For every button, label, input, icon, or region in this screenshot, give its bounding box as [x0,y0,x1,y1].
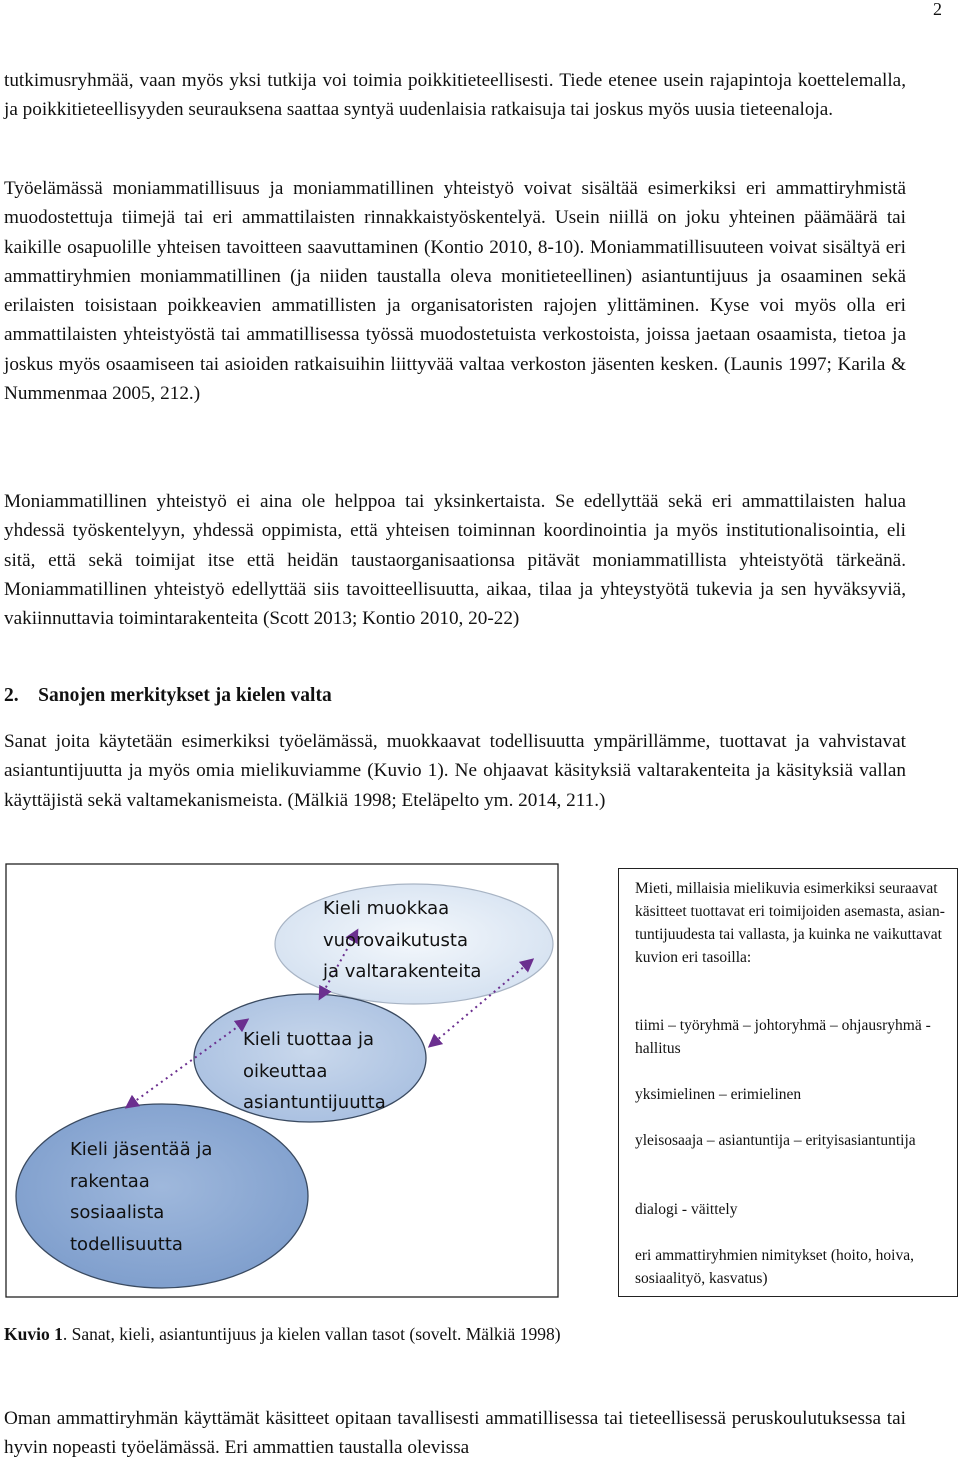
ellipse-bottom-label: Kieli jäsentää ja rakentaa sosiaalista todellisuutta [70,1139,213,1255]
paragraph-5: Oman ammattiryhmän käyttämät käsitteet opitaan tavallisesti ammatillisessa tai tieteellisessä peruskoulutuksessa tai hyvin nopeasti työelämässä. Eri ammattien taustalla olevissa [4,1408,906,1459]
paragraph-4: Sanat joita käytetään esimerkiksi työelämässä, muokkaavat todellisuutta ympärillämme, tuottavat ja vahvistavat asiantuntijuutta ja myös omia mielikuviamme (Kuvio 1). Ne ohjaavat käsityksiä valtarakenteita ja käsityksiä vallan käyttäjistä sekä valtamekanismeista. (Mälkiä 1998; Eteläpelto ym. 2014, 211.) [4,731,906,811]
paragraph-2: Työelämässä moniammatillisuus ja moniammatillinen yhteistyö voivat sisältää esimerkiksi eri ammattiryhmistä muodostettuja tiimejä tai eri ammattilaisten rinnakkaistyöskentelyä. Usein niillä on joku yhteinen päämäärä tai kaikille osapuolille yhteisen tavoitteen saavuttaminen (Kontio 2010, 8-10). Moniammatillisuuteen voivat sisältyä eri ammattiryhmien moniammatillinen (ja niiden taustalla oleva monitieteellinen) asiantuntijuus ja osaaminen sekä erilaisten toisistaan poikkeavien ammatillisten ja organisatoristen rajojen ylittäminen. Kyse voi myös olla eri ammattilaisten yhteistyöstä tai ammatillisessa työssä muodostetuista verkostoista, joissa jaetaan osaamista, tietoa ja joskus myös osaamiseen tai asioiden ratkaisuihin liittyvää valtaa verkoston jäsenten kesken. (Launis 1997; Karila & Nummenmaa 2005, 212.) [4,178,906,405]
caption-text: . Sanat, kieli, asiantuntijuus ja kielen vallan tasot (sovelt. Mälkiä 1998) [62,1324,561,1344]
caption-label: Kuvio 1 [4,1324,63,1344]
figure-caption [4,1322,561,1347]
paragraph-3: Moniammatillinen yhteistyö ei aina ole helppoa tai yksinkertaista. Se edellyttää sekä eri ammattilaisten halua yhdessä työskentelyyn, yhdessä oppimista, että yhteisen toiminnan koordinointia ja myös institutionalisointia, eli sitä, että sekä toimijat itse että heidän taustaorganisaationsa pitävät moniammatillista yhteistyötä tärkeänä. Moniammatillinen yhteistyö edellyttää siis tavoitteellisuutta, aikaa, tilaa ja yhteystyötä tukevia ja sen hyväksyviä, vakiinnuttavia toimintarakenteita (Scott 2013; Kontio 2010, 20-22) [4,491,906,630]
concept-item: eri ammattiryhmien nimitykset (hoito, hoiva, sosiaalityö, kasvatus) [635,1247,914,1287]
figure-kuvio-1 [2,856,958,1301]
ellipse-middle-label: Kieli tuottaa ja oikeuttaa asiantuntijuutta [243,1029,386,1113]
concepts-intro: Mieti, millaisia mielikuvia esimerkiksi seuraavat käsitteet tuottavat eri toimijoiden asemasta, asian-tuntijuudesta tai vallasta, ja kuinka ne vaikuttavat kuvion eri tasoilla: [635,880,945,966]
concept-item: dialogi - väittely [635,1201,738,1218]
ellipse-top-label: Kieli muokkaa vuorovaikutusta ja valtarakenteita [323,898,482,982]
concepts-box [618,868,958,1297]
concept-item: yksimielinen – erimielinen [635,1086,802,1103]
paragraph-1: tutkimusryhmää, vaan myös yksi tutkija voi toimia poikkitieteellisesti. Tiede etenee usein rajapintoja koettelemalla, ja poikkitieteellisyyden seurauksena saattaa syntyä uudenlaisia ratkaisuja tai joskus myös uusia tieteenaloja. [4,70,906,121]
section-heading: 2. Sanojen merkitykset ja kielen valta [4,685,332,706]
concept-item: yleisosaaja – asiantuntija – erityisasiantuntija [635,1132,916,1149]
concept-item: tiimi – työryhmä – johtoryhmä – ohjausryhmä -hallitus [635,1017,931,1057]
page-number: 2 [933,0,942,19]
